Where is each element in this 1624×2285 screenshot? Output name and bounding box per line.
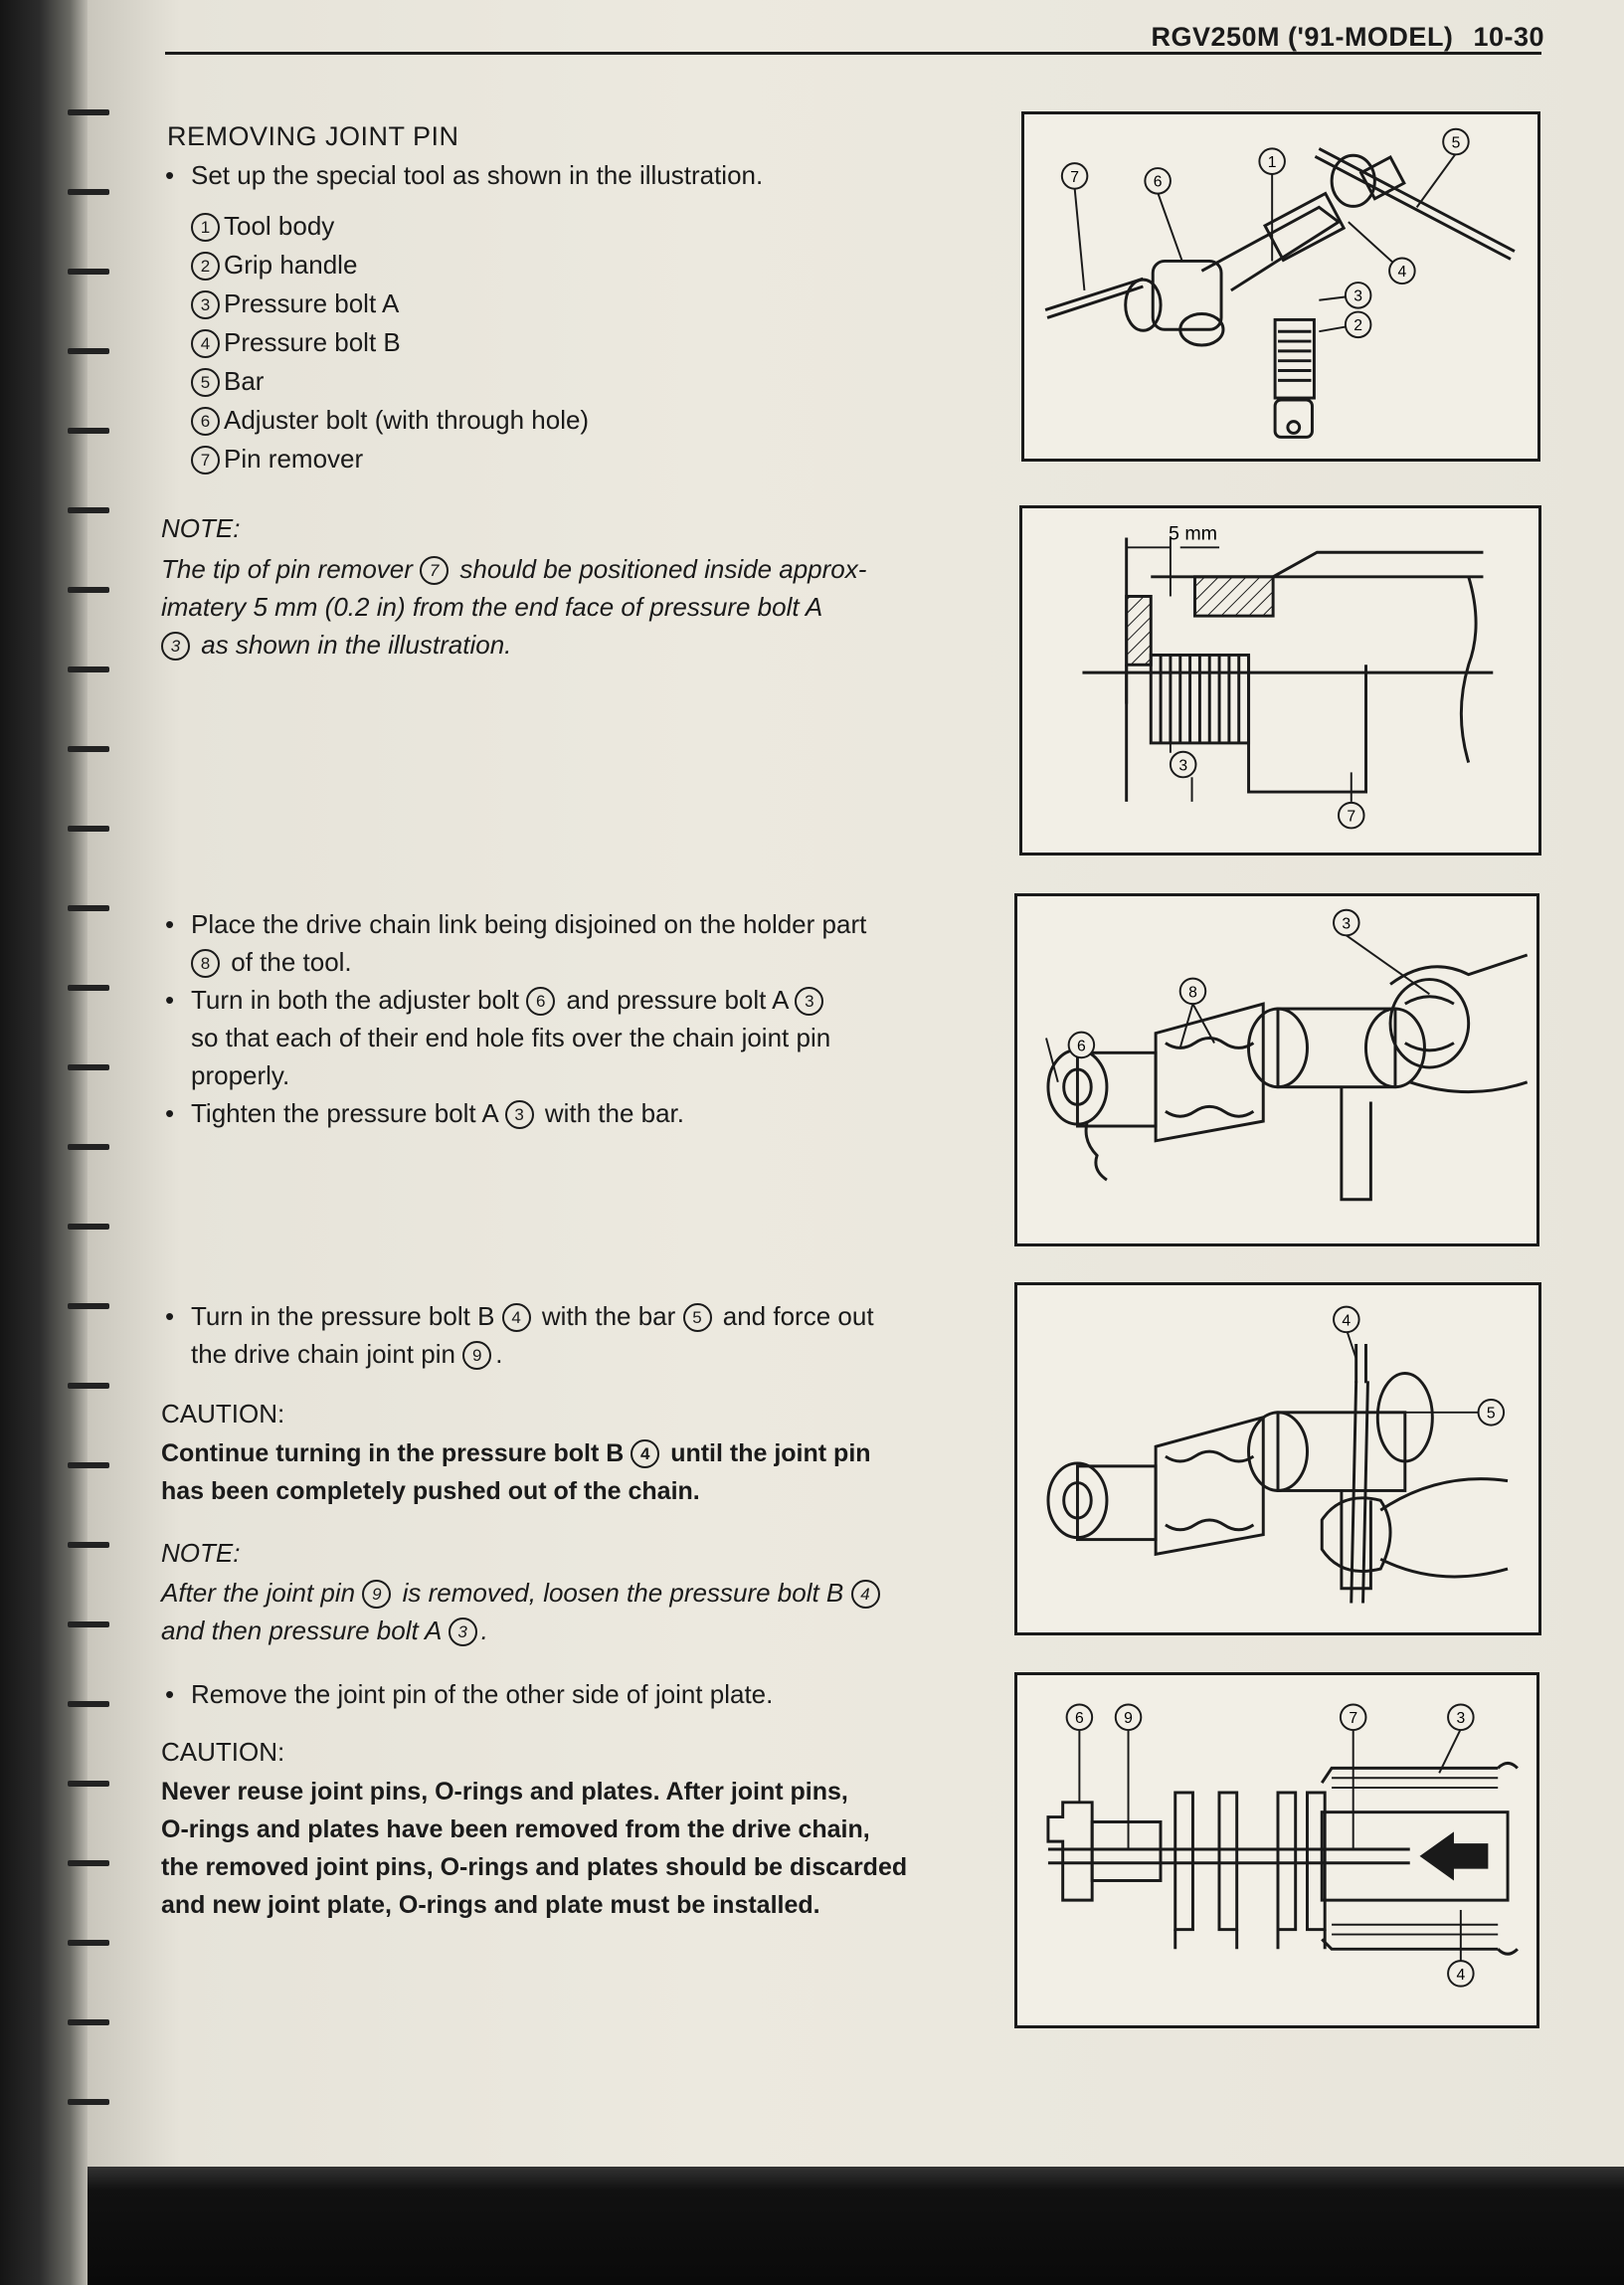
binding-ring — [68, 428, 109, 434]
caution-line: the removed joint pins, O-rings and plates should be discarded — [161, 1853, 908, 1881]
bullet-text: and force out — [722, 1301, 874, 1331]
bullet-item — [165, 1094, 996, 1132]
callout-number: 7 — [191, 446, 220, 475]
bullet-text: Tighten the pressure bolt A — [191, 1098, 498, 1128]
callout-number: 3 — [161, 632, 190, 661]
caution-line: has been completely pushed out of the chain. — [161, 1477, 700, 1505]
list-item — [191, 362, 264, 400]
figure-chain-setup — [1014, 893, 1539, 1246]
callout-number: 3 — [191, 290, 220, 319]
bullet-text: Place the drive chain link being disjoined on the holder part — [191, 909, 867, 939]
callout — [1062, 129, 1469, 337]
callout-number: 6 — [1077, 1038, 1086, 1055]
note-title: NOTE: — [161, 513, 241, 543]
binding-ring — [68, 1621, 109, 1627]
binding-ring — [68, 2099, 109, 2105]
note-title: NOTE: — [161, 1538, 241, 1568]
callout-number: 4 — [502, 1303, 531, 1332]
binding-ring — [68, 269, 109, 275]
callout-number: 6 — [526, 987, 555, 1016]
callout-number: 7 — [1070, 168, 1079, 186]
callout-number: 7 — [1347, 808, 1356, 826]
caution-title: CAUTION: — [161, 1399, 285, 1428]
bullet-text: of the tool. — [231, 947, 352, 977]
caution-line: Continue turning in the pressure bolt B — [161, 1439, 625, 1467]
callout-number: 3 — [795, 987, 823, 1016]
list-item — [191, 440, 363, 477]
caution-text — [161, 1773, 972, 1924]
note-line: should be positioned inside approx- — [459, 554, 867, 584]
bullet-text: Set up the special tool as shown in the illustration. — [191, 160, 764, 190]
caution-line: and new joint plate, O-rings and plate must be installed. — [161, 1891, 820, 1919]
binding-ring — [68, 1542, 109, 1548]
binding-ring — [68, 1303, 109, 1309]
note-line: is removed, loosen the pressure bolt B — [402, 1578, 844, 1608]
figure-tool-assembly — [1021, 111, 1540, 462]
binding-ring — [68, 507, 109, 513]
binding-ring — [68, 1940, 109, 1946]
binding-ring — [68, 348, 109, 354]
callout-number: 5 — [1486, 1405, 1496, 1423]
binding-ring — [68, 1860, 109, 1866]
caution-text — [161, 1434, 972, 1510]
part-label: Pin remover — [224, 444, 364, 474]
part-label: Pressure bolt B — [224, 327, 401, 357]
bullet-text: the drive chain joint pin — [191, 1339, 455, 1369]
bullet-text: with the bar. — [544, 1098, 685, 1128]
bullet-text: Turn in the pressure bolt B — [191, 1301, 495, 1331]
callout-number: 3 — [1178, 757, 1188, 775]
callout-number: 4 — [1397, 264, 1407, 282]
binding-ring — [68, 1224, 109, 1230]
callout-number: 6 — [1075, 1710, 1084, 1728]
callout-number: 3 — [505, 1100, 534, 1129]
callout-number: 3 — [1342, 915, 1352, 933]
callout-number: 4 — [851, 1580, 880, 1609]
caution-title: CAUTION: — [161, 1737, 285, 1767]
bullet-text: with the bar — [541, 1301, 676, 1331]
force-out-pin-illustration — [1017, 1285, 1538, 1632]
caution-line: until the joint pin — [670, 1439, 871, 1467]
chain-setup-illustration — [1017, 896, 1536, 1243]
part-label: Pressure bolt A — [224, 288, 400, 318]
callout-number: 2 — [1353, 317, 1363, 335]
callout — [1171, 752, 1364, 829]
part-label: Adjuster bolt (with through hole) — [224, 405, 590, 435]
binding-ring — [68, 826, 109, 832]
callout-number: 3 — [1353, 287, 1363, 305]
pin-cross-section-illustration — [1017, 1675, 1536, 2025]
callout-number: 9 — [1124, 1710, 1133, 1728]
callout-number: 7 — [420, 556, 449, 585]
binding-ring — [68, 1144, 109, 1150]
callout-number: 1 — [191, 213, 220, 242]
note-line: as shown in the illustration. — [201, 630, 512, 660]
callout-number: 2 — [191, 252, 220, 281]
list-item — [191, 207, 334, 245]
binding-ring — [68, 1383, 109, 1389]
bullet-item: • Turn in the pressure bolt B 4 with the bar 5 and force out the drive chain joint pin 9 . — [165, 1297, 996, 1373]
bullet-text: so that each of their end hole fits over the chain joint pin — [191, 1023, 831, 1052]
binding-ring — [68, 189, 109, 195]
binding-ring — [68, 2019, 109, 2025]
list-item — [191, 401, 589, 439]
bullet-text: Turn in both the adjuster bolt — [191, 985, 520, 1015]
bullet-item — [165, 905, 996, 981]
callout-number: 4 — [1342, 1312, 1352, 1330]
list-item — [191, 285, 399, 322]
note-line: After the joint pin — [161, 1578, 356, 1608]
callout — [1069, 910, 1359, 1057]
callout-number: 9 — [362, 1580, 391, 1609]
note-text: After the joint pin 9 is removed, loosen the pressure bolt B 4 and then pressure bolt A 3 . — [161, 1574, 972, 1649]
note-text — [161, 550, 972, 664]
part-label: Bar — [224, 366, 265, 396]
callout-number: 9 — [462, 1341, 491, 1370]
bullet-text: and pressure bolt A — [566, 985, 789, 1015]
page-number: 10-30 — [1473, 22, 1544, 52]
callout-number: 6 — [1153, 173, 1163, 191]
figure-cross-section — [1019, 505, 1541, 856]
bullet-item — [165, 156, 763, 194]
callout-number: 5 — [1451, 134, 1461, 152]
callout-number: 4 — [191, 329, 220, 358]
caution-line: O-rings and plates have been removed from the drive chain, — [161, 1815, 870, 1843]
bullet-text: properly. — [191, 1060, 290, 1090]
callout — [1334, 1307, 1504, 1426]
callout-number: 6 — [191, 407, 220, 436]
list-item — [191, 323, 401, 361]
bullet-text: Remove the joint pin of the other side of joint plate. — [191, 1679, 774, 1709]
page-header — [1151, 22, 1544, 53]
binding-ring — [68, 587, 109, 593]
binding-ring — [68, 746, 109, 752]
part-label: Grip handle — [224, 250, 358, 280]
callout-number: 8 — [191, 949, 220, 978]
callout-number: 3 — [1456, 1710, 1466, 1728]
binding-ring — [68, 1781, 109, 1787]
binding-ring — [68, 666, 109, 672]
callout-number: 5 — [683, 1303, 712, 1332]
figure-force-out-pin — [1014, 1282, 1541, 1635]
callout-number: 5 — [191, 368, 220, 397]
binding-ring — [68, 109, 109, 115]
cross-section-illustration — [1022, 508, 1538, 853]
figure-pin-cross-section — [1014, 1672, 1539, 2028]
bullet-item — [165, 1675, 996, 1713]
note-line: and then pressure bolt A — [161, 1616, 442, 1645]
callout-number: 4 — [1456, 1966, 1466, 1984]
callout-number: 7 — [1349, 1710, 1358, 1728]
callout-number: 4 — [631, 1439, 659, 1468]
caution-line: Never reuse joint pins, O-rings and plates. After joint pins, — [161, 1778, 848, 1806]
callout-number: 1 — [1267, 154, 1277, 172]
dimension-label: 5 mm — [1168, 522, 1218, 545]
binding-ring — [68, 1701, 109, 1707]
tool-assembly-illustration — [1024, 114, 1537, 459]
callout-number: 8 — [1188, 984, 1197, 1002]
section-heading: REMOVING JOINT PIN — [167, 121, 459, 151]
part-label: Tool body — [224, 211, 335, 241]
list-item — [191, 246, 357, 284]
binding-ring — [68, 985, 109, 991]
bullet-item — [165, 981, 996, 1094]
note-line: imatery 5 mm (0.2 in) from the end face of pressure bolt A — [161, 592, 823, 622]
note-line: The tip of pin remover — [161, 554, 413, 584]
page-bottom-shadow — [88, 2167, 1624, 2285]
callout-number: 3 — [449, 1618, 477, 1646]
binding-ring — [68, 1462, 109, 1468]
manual-title: RGV250M ('91-MODEL) — [1151, 22, 1454, 52]
binding-ring — [68, 1064, 109, 1070]
binding-ring — [68, 905, 109, 911]
